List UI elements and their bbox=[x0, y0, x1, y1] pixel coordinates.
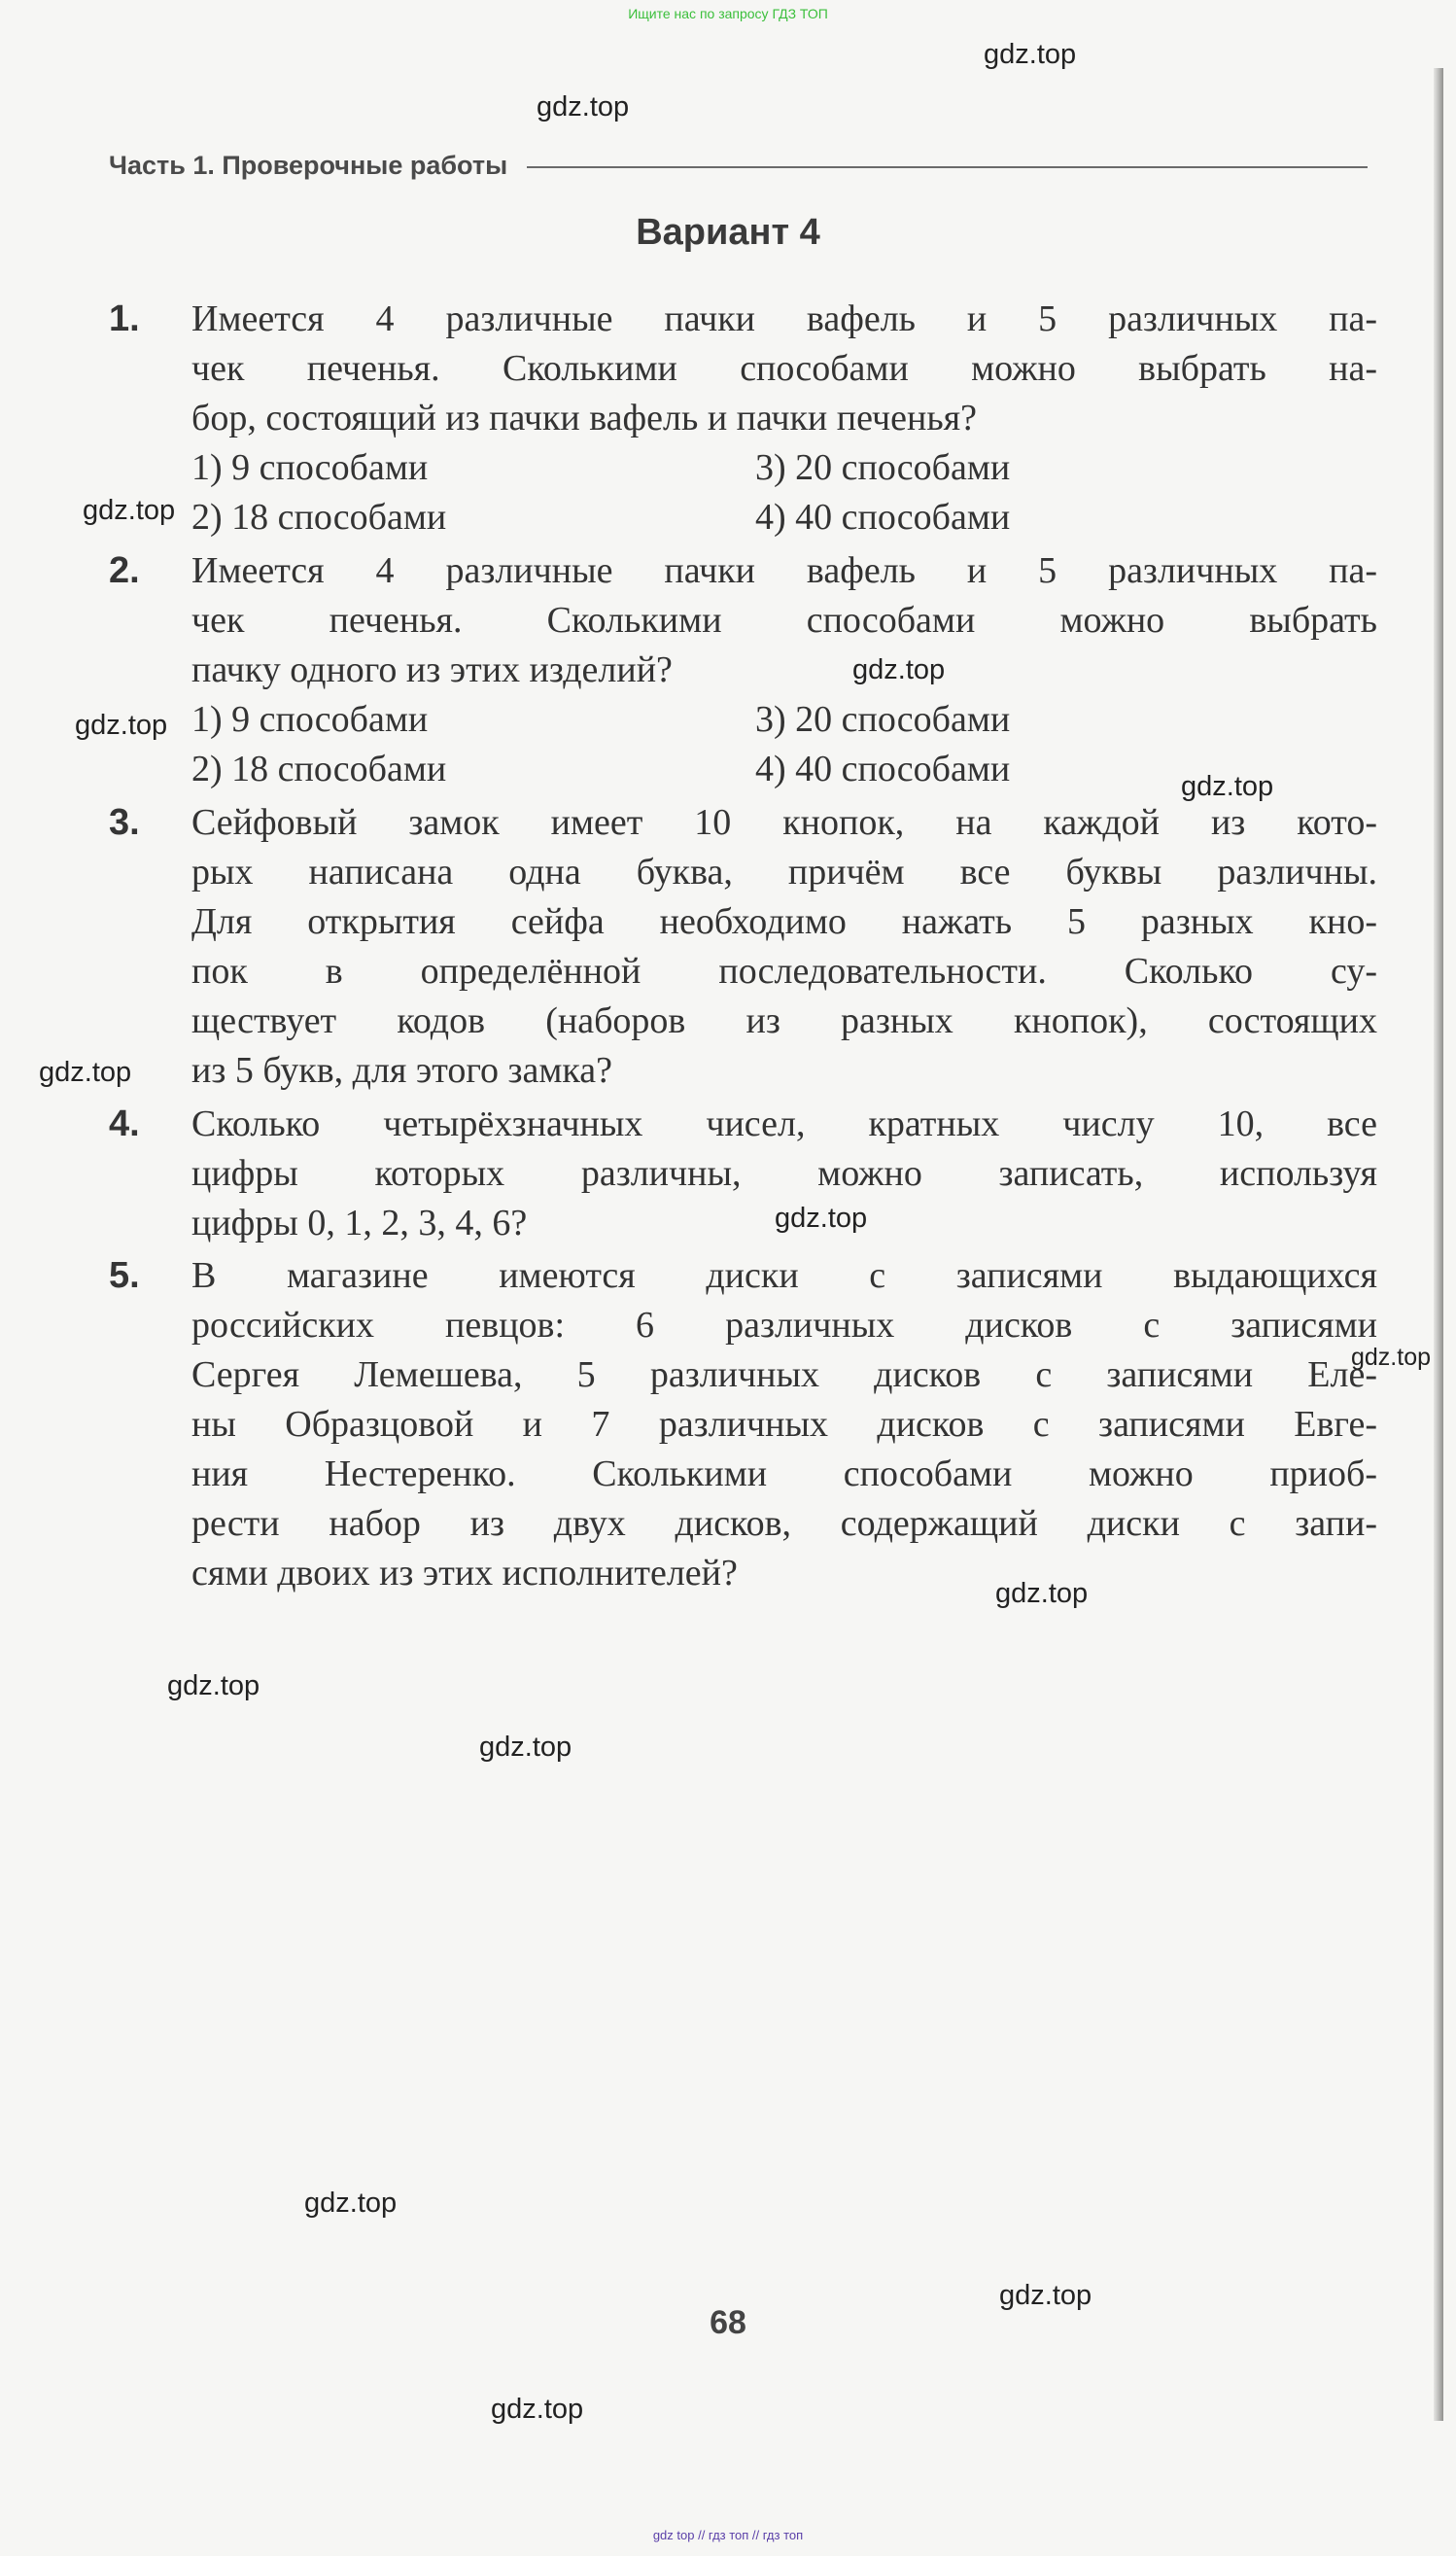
problem-text bbox=[191, 1251, 1377, 1598]
problem-number: 3. bbox=[109, 802, 140, 843]
answer-option: 2) 18 способами bbox=[191, 749, 447, 789]
watermark: gdz.top bbox=[39, 1057, 132, 1088]
watermark: gdz.top bbox=[537, 91, 630, 123]
problem-line: бор, состоящий из пачки вафель и пачки печенья? bbox=[191, 398, 978, 438]
section-header bbox=[109, 148, 1368, 183]
problem-number: 2. bbox=[109, 550, 140, 591]
problem-line: из 5 букв, для этого замка? bbox=[191, 1050, 613, 1091]
problem-text bbox=[191, 295, 1377, 443]
variant-title: Вариант 4 bbox=[636, 212, 820, 253]
problem-line: сями двоих из этих исполнителей? bbox=[191, 1553, 738, 1593]
problem-line: российских певцов: 6 различных дисков с записями bbox=[191, 1305, 1377, 1346]
problem-line: ществует кодов (наборов из разных кнопок), состоящих bbox=[191, 1000, 1377, 1041]
page-edge-shadow bbox=[1434, 68, 1443, 2421]
watermark: gdz.top bbox=[984, 39, 1077, 70]
problem-line: пок в определённой последовательности. Сколько су- bbox=[191, 951, 1377, 992]
problem-line: ны Образцовой и 7 различных дисков с записями Евге- bbox=[191, 1404, 1377, 1445]
problem-text bbox=[191, 798, 1377, 1096]
page-number: 68 bbox=[710, 2304, 746, 2341]
watermark: gdz.top bbox=[995, 1578, 1089, 1609]
problem-line: рести набор из двух дисков, содержащий диски с запи- bbox=[191, 1503, 1377, 1544]
problem-number: 1. bbox=[109, 298, 140, 339]
watermark: gdz.top bbox=[479, 1732, 572, 1763]
section-header-text: Часть 1. Проверочные работы bbox=[109, 150, 508, 180]
answer-option: 1) 9 способами bbox=[191, 699, 429, 740]
problem-1 bbox=[109, 295, 1377, 543]
watermark: gdz.top bbox=[999, 2280, 1092, 2311]
problem-number: 4. bbox=[109, 1103, 140, 1144]
problem-number: 5. bbox=[109, 1255, 140, 1296]
watermark: gdz.top bbox=[1181, 771, 1274, 802]
answer-option: 3) 20 способами bbox=[755, 699, 1011, 740]
problem-2 bbox=[109, 546, 1377, 794]
problem-line: Имеется 4 различные пачки вафель и 5 различных па- bbox=[191, 550, 1377, 591]
bottom-banner[interactable]: gdz top // гдз топ // гдз топ bbox=[652, 2528, 804, 2542]
problem-line: чек печенья. Сколькими способами можно выбрать bbox=[191, 600, 1377, 641]
problem-line: Для открытия сейфа необходимо нажать 5 разных кно- bbox=[191, 901, 1377, 942]
problem-line: Сергея Лемешева, 5 различных дисков с записями Еле- bbox=[191, 1354, 1377, 1395]
watermark: gdz.top bbox=[491, 2394, 584, 2425]
answer-option: 4) 40 способами bbox=[755, 497, 1011, 538]
problem-line: пачку одного из этих изделий? bbox=[191, 649, 673, 690]
problem-3 bbox=[109, 798, 1377, 1096]
problem-line: чек печенья. Сколькими способами можно выбрать на- bbox=[191, 348, 1377, 389]
answer-options bbox=[191, 443, 1163, 543]
problem-line: ния Нестеренко. Сколькими способами можно приоб- bbox=[191, 1453, 1377, 1494]
problem-text bbox=[191, 546, 1377, 695]
answer-option: 4) 40 способами bbox=[755, 749, 1011, 789]
problem-line: рых написана одна буква, причём все буквы различны. bbox=[191, 852, 1377, 893]
answer-options bbox=[191, 695, 1163, 794]
problem-line: Имеется 4 различные пачки вафель и 5 различных па- bbox=[191, 298, 1377, 339]
problem-line: цифры которых различны, можно записать, используя bbox=[191, 1153, 1377, 1194]
watermark: gdz.top bbox=[304, 2188, 398, 2219]
problem-line: Сколько четырёхзначных чисел, кратных числу 10, все bbox=[191, 1103, 1377, 1144]
watermark: gdz.top bbox=[167, 1670, 260, 1701]
problem-line: В магазине имеются диски с записями выдающихся bbox=[191, 1255, 1377, 1296]
answer-option: 1) 9 способами bbox=[191, 447, 429, 488]
answer-option: 3) 20 способами bbox=[755, 447, 1011, 488]
problem-4 bbox=[109, 1100, 1377, 1248]
problem-line: Сейфовый замок имеет 10 кнопок, на каждой из кото- bbox=[191, 802, 1377, 843]
top-banner[interactable]: Ищите нас по запросу ГДЗ ТОП bbox=[628, 6, 828, 21]
problem-5 bbox=[109, 1251, 1377, 1598]
watermark: gdz.top bbox=[1351, 1344, 1432, 1371]
watermark: gdz.top bbox=[75, 710, 168, 741]
header-rule bbox=[527, 166, 1368, 168]
watermark: gdz.top bbox=[775, 1203, 868, 1234]
problem-line: цифры 0, 1, 2, 3, 4, 6? bbox=[191, 1203, 528, 1243]
watermark: gdz.top bbox=[83, 495, 176, 526]
answer-option: 2) 18 способами bbox=[191, 497, 447, 538]
watermark: gdz.top bbox=[852, 654, 946, 685]
